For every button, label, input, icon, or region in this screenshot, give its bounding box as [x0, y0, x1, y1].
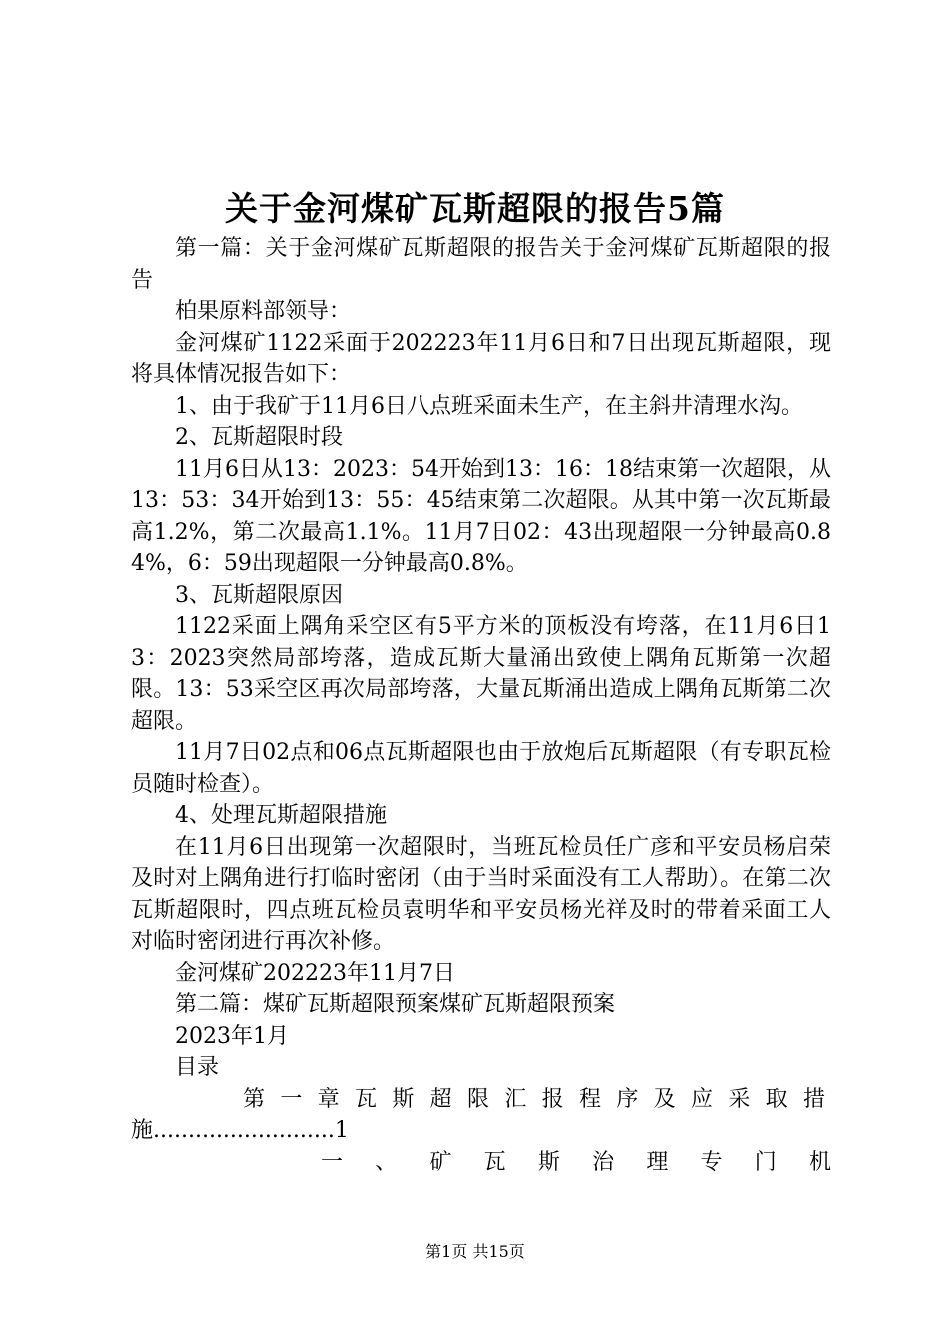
document-body [131, 233, 831, 1178]
paragraph: 11月6日从13：2023：54开始到13：16：18结束第一次超限，从13：53：34开始到13：55：45结束第二次超限。从其中第一次瓦斯最高1.2%，第二次最高1.1%。11月7日02：43出现超限一分钟最高0.84%，6：59出现超限一分钟最高0.8%。 [131, 456, 831, 576]
paragraph: 第二篇：煤矿瓦斯超限预案煤矿瓦斯超限预案 [175, 992, 616, 1017]
paragraph: 4、处理瓦斯超限措施 [175, 803, 387, 828]
toc-entry-line: 第一章瓦斯超限汇报程序及应采取措 [243, 1086, 831, 1112]
paragraph: 第一篇：关于金河煤矿瓦斯超限的报告关于金河煤矿瓦斯超限的报告 [131, 236, 831, 293]
paragraph: 2023年1月 [175, 1023, 289, 1049]
paragraph: 2、瓦斯超限时段 [175, 425, 343, 450]
toc-entry-line: 一、矿瓦斯治理专门机 [321, 1149, 831, 1175]
page-footer: 第1页 共15页 [425, 1242, 525, 1261]
paragraph: 在11月6日出现第一次超限时，当班瓦检员任广彦和平安员杨启荣及时对上隅角进行打临时密闭（由于当时采面没有工人帮助）。在第二次瓦斯超限时，四点班瓦检员袁明华和平安员杨光祥及时的带着采面工人对临时密闭进行再次补修。 [131, 834, 831, 954]
paragraph: 金河煤矿202223年11月7日 [175, 960, 455, 986]
paragraph: 1、由于我矿于11月6日八点班采面未生产，在主斜井清理水沟。 [175, 393, 803, 419]
paragraph: 3、瓦斯超限原因 [175, 582, 343, 608]
paragraph: 11月7日02点和06点瓦斯超限也由于放炮后瓦斯超限（有专职瓦检员随时检查）。 [131, 740, 831, 797]
paragraph: 柏果原料部领导： [175, 299, 352, 324]
toc-entry-line: 施..........................1 [131, 1118, 349, 1143]
paragraph: 目录 [175, 1055, 220, 1080]
paragraph: 1122采面上隅角采空区有5平方米的顶板没有垮落，在11月6日13：2023突然局部垮落，造成瓦斯大量涌出致使上隅角瓦斯第一次超限。13：53采空区再次局部垮落，大量瓦斯涌出造成上隅角瓦斯第二次超限。 [131, 614, 831, 734]
paragraph: 金河煤矿1122采面于202223年11月6日和7日出现瓦斯超限，现将具体情况报告如下： [131, 330, 831, 387]
document-title: 关于金河煤矿瓦斯超限的报告5篇 [225, 189, 725, 228]
